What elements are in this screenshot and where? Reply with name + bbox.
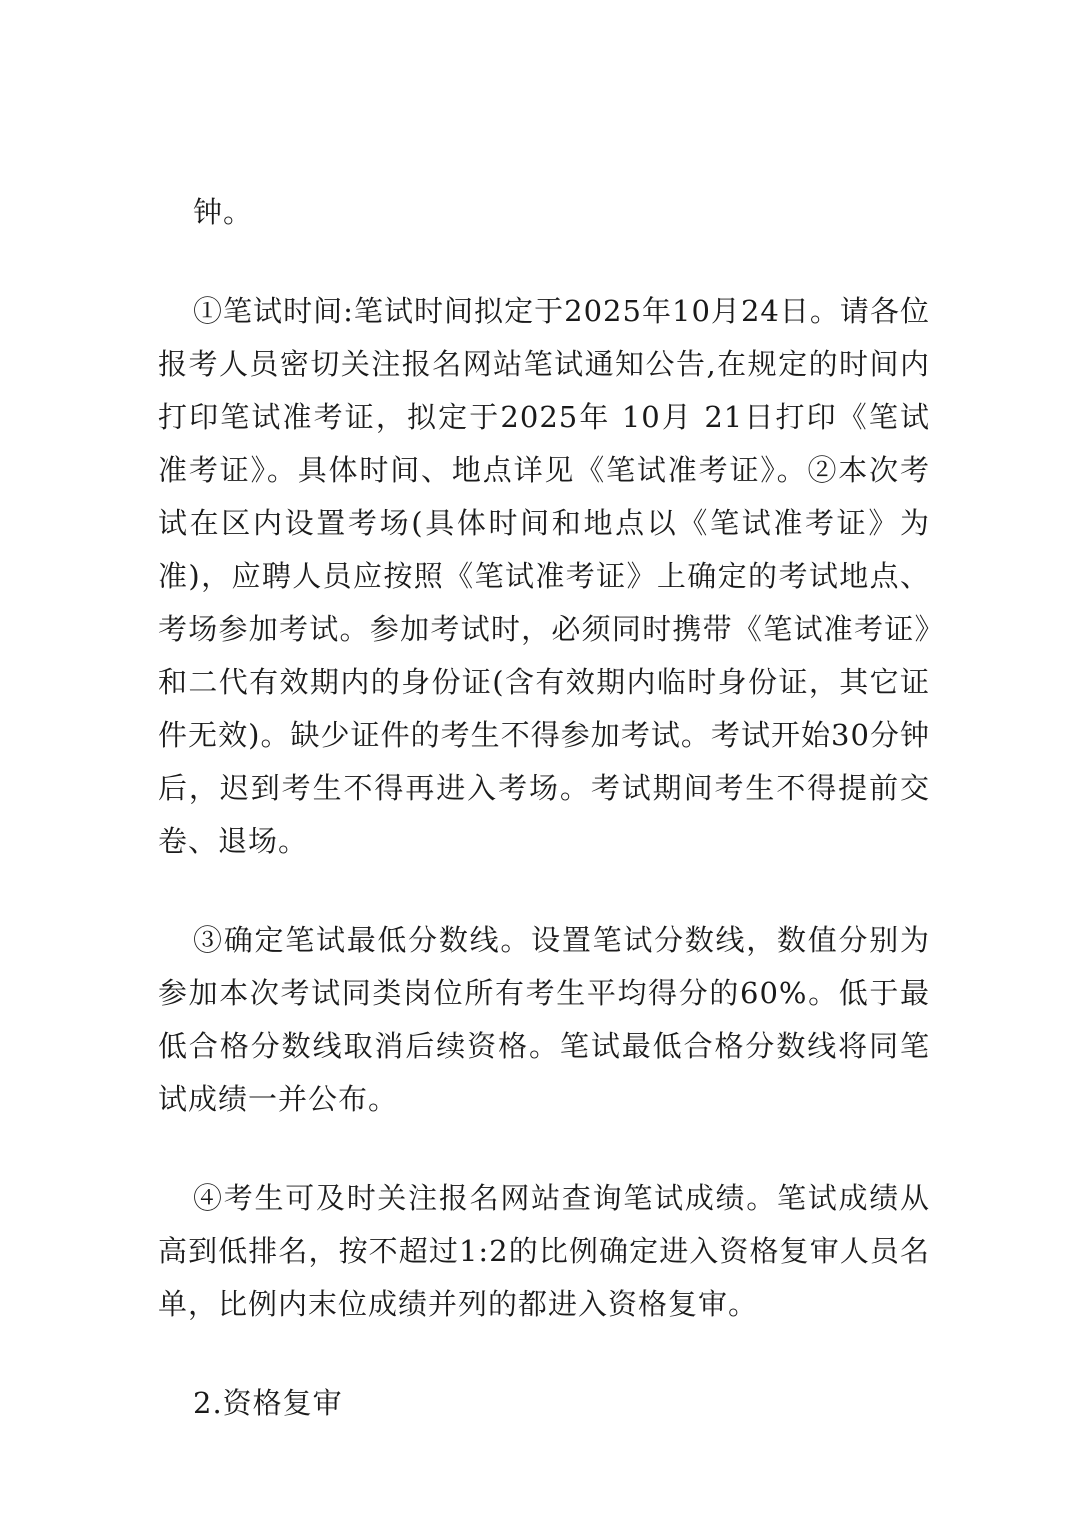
paragraph-passing-score: ③确定笔试最低分数线。设置笔试分数线，数值分别为参加本次考试同类岗位所有考生平均得分的60%。低于最低合格分数线取消后续资格。笔试最低合格分数线将同笔试成绩一并公布。 [158, 923, 930, 1116]
paragraph-score-query: ④考生可及时关注报名网站查询笔试成绩。笔试成绩从高到低排名，按不超过1:2的比例确定进入资格复审人员名单，比例内末位成绩并列的都进入资格复审。 [158, 1181, 930, 1321]
section-heading: 2.资格复审 [193, 1386, 343, 1420]
paragraph-gap [158, 239, 930, 285]
paragraph-gap [158, 1331, 930, 1377]
paragraph-gap [158, 1126, 930, 1172]
paragraph-exam-time: ①笔试时间:笔试时间拟定于2025年10月24日。请各位报考人员密切关注报名网站笔试通知公告,在规定的时间内打印笔试准考证，拟定于2025年 10月 21日打印《笔试准考证》。具体时间、地点详见《笔试准考证》。②本次考试在区内设置考场(具体时间和地点以《笔试准考证》为准)，应聘人员应按照《笔试准考证》上确定的考试地点、考场参加考试。参加考试时，必须同时携带《笔试准考证》和二代有效期内的身份证(含有效期内临时身份证，其它证件无效)。缺少证件的考生不得参加考试。考试开始30分钟后，迟到考生不得再进入考场。考试期间考生不得提前交卷、退场。 [158, 294, 930, 858]
paragraph-gap [158, 868, 930, 914]
paragraph-continuation: 钟。 [193, 195, 254, 229]
document-page [158, 186, 930, 1430]
